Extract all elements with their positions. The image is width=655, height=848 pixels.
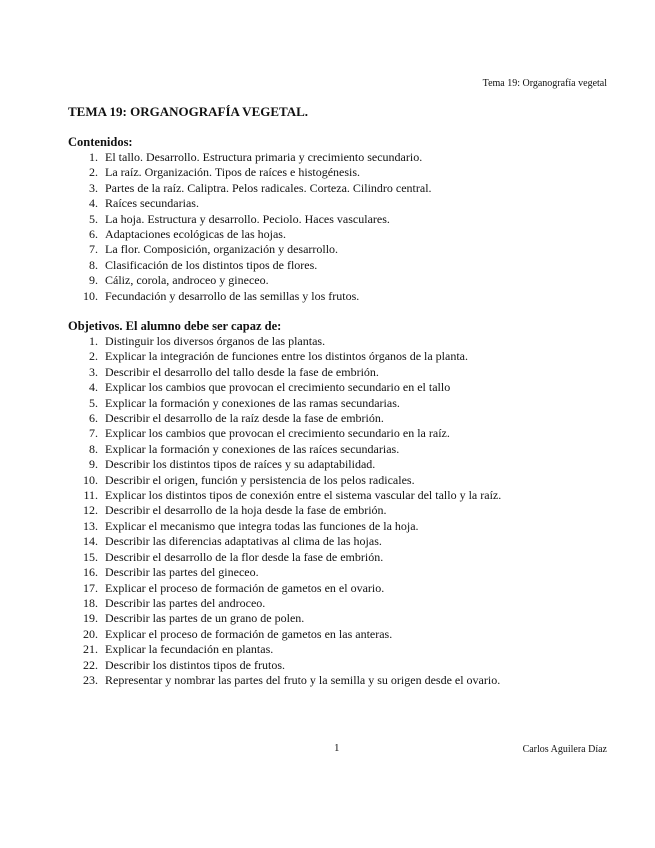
list-item	[68, 165, 608, 180]
list-item	[68, 534, 608, 549]
list-item	[68, 334, 608, 349]
objetivos-section	[68, 318, 608, 688]
list-item	[68, 273, 608, 288]
list-item	[68, 658, 608, 673]
list-item-text: Explicar el proceso de formación de gametos en el ovario.	[105, 580, 385, 595]
list-item-number: 21.	[83, 642, 98, 657]
list-item	[68, 212, 608, 227]
list-item-number: 7.	[89, 426, 98, 441]
list-item-text: Describir el desarrollo del tallo desde la fase de embrión.	[105, 364, 379, 379]
list-item-text: Explicar los cambios que provocan el crecimiento secundario en la raíz.	[105, 426, 450, 441]
list-item	[68, 411, 608, 426]
list-item-number: 17.	[83, 580, 98, 595]
list-item	[68, 426, 608, 441]
list-item-text: Explicar el mecanismo que integra todas las funciones de la hoja.	[105, 518, 419, 533]
list-item-text: Explicar la fecundación en plantas.	[105, 642, 274, 657]
list-item-number: 10.	[83, 472, 98, 487]
list-item	[68, 596, 608, 611]
list-item-text: Describir las partes del androceo.	[105, 595, 266, 610]
list-item-text: Raíces secundarias.	[105, 196, 199, 211]
list-item-number: 7.	[89, 242, 98, 257]
list-item-number: 23.	[83, 672, 98, 687]
list-item-text: Explicar la integración de funciones entre los distintos órganos de la planta.	[105, 349, 469, 364]
list-item-number: 9.	[89, 273, 98, 288]
list-item-text: Explicar la formación y conexiones de las ramas secundarias.	[105, 395, 400, 410]
list-item-number: 1.	[89, 334, 98, 348]
list-item-number: 6.	[89, 411, 98, 426]
list-item-number: 19.	[83, 611, 98, 626]
page-number: 1	[334, 742, 340, 754]
list-item-text: Describir las diferencias adaptativas al clima de las hojas.	[105, 534, 382, 549]
list-item-text: Clasificación de los distintos tipos de flores.	[105, 257, 318, 272]
list-item-text: La hoja. Estructura y desarrollo. Peciolo. Haces vasculares.	[105, 211, 390, 226]
list-item-number: 3.	[89, 180, 98, 195]
list-item	[68, 473, 608, 488]
objetivos-heading: Objetivos. El alumno debe ser capaz de:	[68, 319, 282, 333]
list-item-text: Explicar los distintos tipos de conexión entre el sistema vascular del tallo y la raíz.	[105, 488, 502, 503]
list-item	[68, 488, 608, 503]
list-item	[68, 396, 608, 411]
list-item-number: 9.	[89, 457, 98, 472]
list-item	[68, 565, 608, 580]
list-item-text: Explicar los cambios que provocan el crecimiento secundario en el tallo	[105, 380, 451, 395]
list-item-text: Partes de la raíz. Caliptra. Pelos radicales. Corteza. Cilindro central.	[105, 180, 432, 195]
list-item-number: 8.	[89, 441, 98, 456]
list-item	[68, 196, 608, 211]
contenidos-list	[68, 150, 608, 304]
list-item	[68, 673, 608, 688]
list-item-number: 22.	[83, 657, 98, 672]
list-item-number: 15.	[83, 549, 98, 564]
list-item-number: 20.	[83, 626, 98, 641]
list-item-number: 2.	[89, 349, 98, 364]
author-name: Carlos Aguilera Díaz	[522, 744, 607, 755]
list-item-number: 16.	[83, 565, 98, 580]
list-item	[68, 242, 608, 257]
list-item-text: Adaptaciones ecológicas de las hojas.	[105, 227, 286, 242]
list-item-number: 12.	[83, 503, 98, 518]
list-item-number: 6.	[89, 227, 98, 242]
contenidos-section	[68, 134, 608, 304]
list-item-number: 13.	[83, 518, 98, 533]
list-item-number: 4.	[89, 196, 98, 211]
list-item	[68, 457, 608, 472]
list-item-number: 1.	[89, 150, 98, 164]
list-item-text: Cáliz, corola, androceo y gineceo.	[105, 273, 269, 288]
list-item-text: Distinguir los diversos órganos de las plantas.	[105, 334, 326, 348]
list-item	[68, 150, 608, 165]
list-item	[68, 258, 608, 273]
list-item-number: 5.	[89, 211, 98, 226]
list-item-text: Describir el desarrollo de la flor desde la fase de embrión.	[105, 549, 384, 564]
list-item	[68, 380, 608, 395]
list-item-number: 11.	[83, 488, 98, 503]
list-item-text: Describir el desarrollo de la raíz desde la fase de embrión.	[105, 411, 384, 426]
list-item-text: Explicar la formación y conexiones de las raíces secundarias.	[105, 441, 400, 456]
list-item-text: Fecundación y desarrollo de las semillas y los frutos.	[105, 288, 360, 303]
list-item-number: 5.	[89, 395, 98, 410]
list-item-text: Describir el origen, función y persistencia de los pelos radicales.	[105, 472, 415, 487]
contenidos-heading: Contenidos:	[68, 135, 133, 149]
list-item	[68, 503, 608, 518]
objetivos-list	[68, 334, 608, 688]
list-item-text: La flor. Composición, organización y desarrollo.	[105, 242, 339, 257]
list-item	[68, 627, 608, 642]
list-item-text: Describir las partes del gineceo.	[105, 565, 259, 580]
list-item-number: 2.	[89, 165, 98, 180]
list-item	[68, 642, 608, 657]
list-item	[68, 581, 608, 596]
list-item	[68, 611, 608, 626]
list-item-number: 3.	[89, 364, 98, 379]
list-item-number: 8.	[89, 257, 98, 272]
list-item	[68, 550, 608, 565]
list-item-text: Representar y nombrar las partes del fruto y la semilla y su origen desde el ovario.	[105, 672, 501, 687]
running-header: Tema 19: Organografía vegetal	[482, 78, 607, 89]
list-item-text: Describir el desarrollo de la hoja desde la fase de embrión.	[105, 503, 387, 518]
list-item	[68, 365, 608, 380]
document-title: TEMA 19: ORGANOGRAFÍA VEGETAL.	[68, 104, 309, 119]
list-item-text: El tallo. Desarrollo. Estructura primaria y crecimiento secundario.	[105, 150, 423, 164]
list-item	[68, 442, 608, 457]
list-item-text: Explicar el proceso de formación de gametos en las anteras.	[105, 626, 393, 641]
list-item	[68, 227, 608, 242]
list-item	[68, 181, 608, 196]
list-item	[68, 289, 608, 304]
list-item-number: 4.	[89, 380, 98, 395]
list-item-number: 14.	[83, 534, 98, 549]
list-item	[68, 349, 608, 364]
list-item-number: 10.	[83, 288, 98, 303]
list-item-text: Describir las partes de un grano de polen.	[105, 611, 305, 626]
list-item	[68, 519, 608, 534]
list-item-text: Describir los distintos tipos de frutos.	[105, 657, 285, 672]
list-item-text: La raíz. Organización. Tipos de raíces e histogénesis.	[105, 165, 361, 180]
list-item-number: 18.	[83, 595, 98, 610]
list-item-text: Describir los distintos tipos de raíces y su adaptabilidad.	[105, 457, 376, 472]
